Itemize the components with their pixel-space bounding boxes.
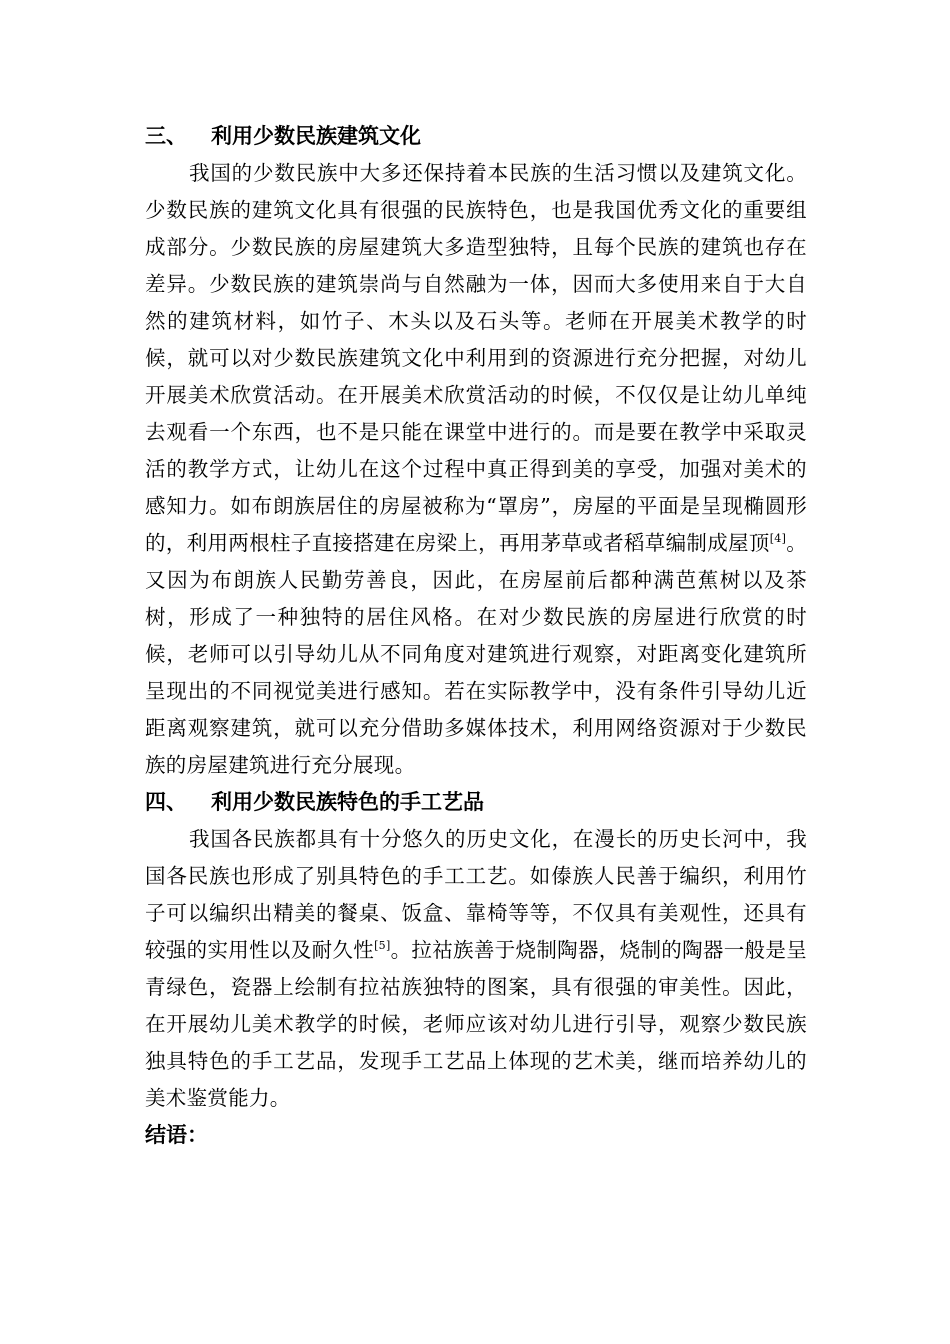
section-4-number: 四、 (145, 790, 187, 814)
conclusion-title: 结语： (145, 1123, 208, 1147)
citation-4: [4] (769, 532, 787, 546)
section-3-heading (145, 118, 807, 155)
document-page (145, 118, 807, 1154)
section-3-number: 三、 (145, 124, 187, 148)
section-4-text-part1: 我国各民族都具有十分悠久的历史文化，在漫长的历史长河中，我国各民族也形成了别具特色的手工工艺。如傣族人民善于编织，利用竹子可以编织出精美的餐桌、饭盒、靠椅等等，不仅具有美观性，还具有较强的实用性以及耐久性 (145, 827, 807, 962)
section-3-text-part1: 我国的少数民族中大多还保持着本民族的生活习惯以及建筑文化。少数民族的建筑文化具有很强的民族特色，也是我国优秀文化的重要组成部分。少数民族的房屋建筑大多造型独特，且每个民族的建筑也存在差异。少数民族的建筑崇尚与自然融为一体，因而大多使用来自于大自然的建筑材料，如竹子、木头以及石头等。老师在开展美术教学的时候，就可以对少数民族建筑文化中利用到的资源进行充分把握，对幼儿开展美术欣赏活动。在开展美术欣赏活动的时候，不仅仅是让幼儿单纯去观看一个东西，也不是只能在课堂中进行的。而是要在教学中采取灵活的教学方式，让幼儿在这个过程中真正得到美的享受，加强对美术的感知力。如布朗族居住的房屋被称为“罩房”，房屋的平面是呈现椭圆形的，利用两根柱子直接搭建在房梁上，再用茅草或者稻草编制成屋顶 (145, 161, 807, 555)
conclusion-heading (145, 1117, 807, 1154)
section-4-text-part2: 。拉祜族善于烧制陶器，烧制的陶器一般是呈青绿色，瓷器上绘制有拉祜族独特的图案，具有很强的审美性。因此，在开展幼儿美术教学的时候，老师应该对幼儿进行引导，观察少数民族独具特色的手工艺品，发现手工艺品上体现的艺术美，继而培养幼儿的美术鉴赏能力。 (145, 938, 807, 1110)
section-3-title: 利用少数民族建筑文化 (211, 124, 421, 148)
section-3-paragraph (145, 155, 807, 784)
section-4-paragraph (145, 821, 807, 1117)
section-4-heading (145, 784, 807, 821)
section-4-title: 利用少数民族特色的手工艺品 (211, 790, 484, 814)
citation-5: [5] (374, 939, 391, 953)
section-3-text-part2: 。又因为布朗族人民勤劳善良，因此，在房屋前后都种满芭蕉树以及茶树，形成了一种独特的居住风格。在对少数民族的房屋进行欣赏的时候，老师可以引导幼儿从不同角度对建筑进行观察，对距离变化建筑所呈现出的不同视觉美进行感知。若在实际教学中，没有条件引导幼儿近距离观察建筑，就可以充分借助多媒体技术，利用网络资源对于少数民族的房屋建筑进行充分展现。 (145, 531, 807, 777)
